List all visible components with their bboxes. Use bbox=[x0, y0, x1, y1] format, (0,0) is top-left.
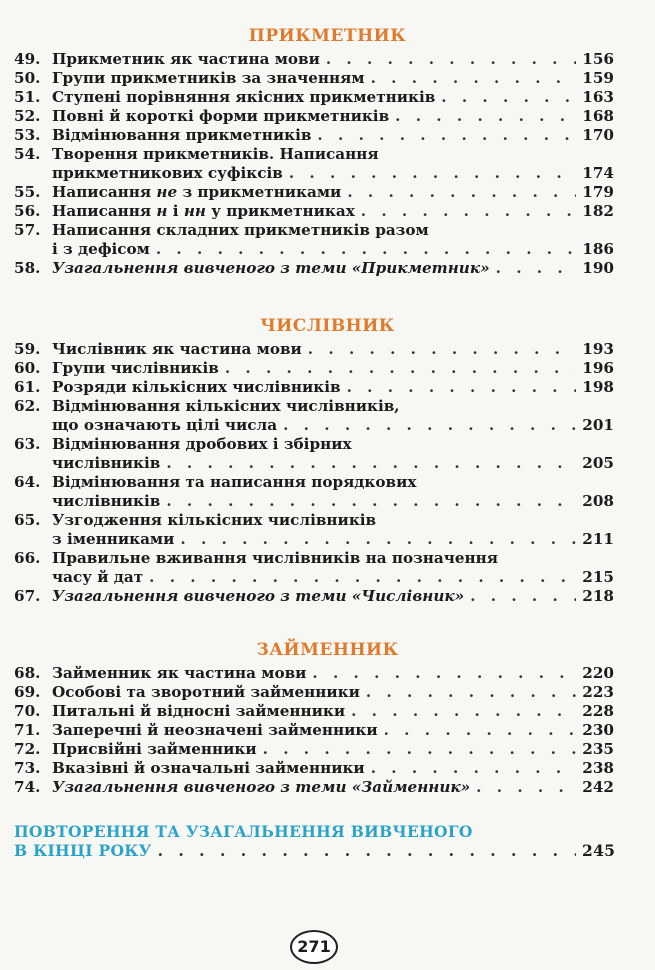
entry-number: 61. bbox=[14, 378, 41, 396]
entry-number: 60. bbox=[14, 359, 41, 377]
entry-number: 55. bbox=[14, 183, 41, 201]
toc-list-adjective bbox=[14, 50, 614, 278]
entry-number: 57. bbox=[14, 221, 41, 239]
entry-title: Узагальнення вивченого з теми «Займенник» bbox=[52, 778, 471, 796]
entry-number: 66. bbox=[14, 549, 41, 567]
entry-page: 174 bbox=[582, 164, 614, 182]
entry-page: 201 bbox=[582, 416, 614, 434]
entry-title: Узагальнення вивченого з теми «Числівник» bbox=[52, 587, 465, 605]
entry-number: 73. bbox=[14, 759, 41, 777]
entry-title: Відмінювання дробових і збірних bbox=[52, 435, 352, 453]
toc-entry[interactable] bbox=[14, 778, 614, 797]
entry-title: Особові та зворотний займенники bbox=[52, 683, 360, 701]
entry-page: 168 bbox=[582, 107, 614, 125]
toc-entry[interactable] bbox=[14, 69, 614, 88]
entry-page: 228 bbox=[582, 702, 614, 720]
entry-number: 67. bbox=[14, 587, 41, 605]
entry-title: Творення прикметників. Написання bbox=[52, 145, 379, 163]
entry-title-cont: прикметникових суфіксів bbox=[52, 164, 283, 182]
entry-number: 49. bbox=[14, 50, 41, 68]
entry-number: 74. bbox=[14, 778, 41, 796]
entry-page: 156 bbox=[582, 50, 614, 68]
entry-page: 242 bbox=[582, 778, 614, 796]
entry-number: 51. bbox=[14, 88, 41, 106]
entry-number: 53. bbox=[14, 126, 41, 144]
entry-number: 69. bbox=[14, 683, 41, 701]
entry-page: 190 bbox=[582, 259, 614, 277]
entry-page: 220 bbox=[582, 664, 614, 682]
section-title-pronoun: ЗАЙМЕННИК bbox=[256, 640, 399, 660]
entry-title-cont: з іменниками bbox=[52, 530, 175, 548]
final-review-entry[interactable] bbox=[14, 822, 614, 860]
entry-number: 56. bbox=[14, 202, 41, 220]
toc-entry[interactable] bbox=[14, 683, 614, 702]
entry-title: Числівник як частина мови bbox=[52, 340, 302, 358]
toc-entry[interactable] bbox=[14, 664, 614, 683]
toc-entry[interactable] bbox=[14, 473, 614, 511]
toc-entry[interactable] bbox=[14, 145, 614, 183]
toc-entry[interactable] bbox=[14, 126, 614, 145]
entry-title: Розряди кількісних числівників bbox=[52, 378, 341, 396]
toc-entry[interactable] bbox=[14, 378, 614, 397]
entry-page: 205 bbox=[582, 454, 614, 472]
entry-page: 179 bbox=[582, 183, 614, 201]
final-review-title: ПОВТОРЕННЯ ТА УЗАГАЛЬНЕННЯ ВИВЧЕНОГО bbox=[14, 822, 473, 841]
entry-number: 59. bbox=[14, 340, 41, 358]
entry-page: 193 bbox=[582, 340, 614, 358]
toc-entry[interactable] bbox=[14, 702, 614, 721]
entry-number: 65. bbox=[14, 511, 41, 529]
entry-title-cont: числівників bbox=[52, 492, 161, 510]
entry-title: Відмінювання прикметників bbox=[52, 126, 312, 144]
toc-list-numeral bbox=[14, 340, 614, 606]
entry-page: 182 bbox=[582, 202, 614, 220]
toc-entry[interactable] bbox=[14, 221, 614, 259]
entry-title: Повні й короткі форми прикметників bbox=[52, 107, 390, 125]
entry-title: Написання складних прикметників разом bbox=[52, 221, 429, 239]
toc-entry[interactable] bbox=[14, 759, 614, 778]
entry-title: Заперечні й неозначені займенники bbox=[52, 721, 378, 739]
entry-number: 62. bbox=[14, 397, 41, 415]
entry-title: Відмінювання та написання порядкових bbox=[52, 473, 417, 491]
entry-page: 223 bbox=[582, 683, 614, 701]
section-title-adjective: ПРИКМЕТНИК bbox=[248, 26, 407, 46]
entry-page: 198 bbox=[582, 378, 614, 396]
entry-number: 70. bbox=[14, 702, 41, 720]
entry-number: 50. bbox=[14, 69, 41, 87]
entry-number: 72. bbox=[14, 740, 41, 758]
entry-number: 68. bbox=[14, 664, 41, 682]
entry-page: 159 bbox=[582, 69, 614, 87]
entry-title: Узагальнення вивченого з теми «Прикметник» bbox=[52, 259, 490, 277]
entry-title: Вказівні й означальні займенники bbox=[52, 759, 365, 777]
entry-title-cont: часу й дат bbox=[52, 568, 144, 586]
entry-page: 238 bbox=[582, 759, 614, 777]
entry-title: Питальні й відносні займенники bbox=[52, 702, 346, 720]
entry-title: Групи прикметників за значенням bbox=[52, 69, 365, 87]
entry-title: Групи числівників bbox=[52, 359, 219, 377]
entry-title: Правильне вживання числівників на позначення bbox=[52, 549, 498, 567]
entry-number: 63. bbox=[14, 435, 41, 453]
entry-title: Ступені порівняння якісних прикметників bbox=[52, 88, 436, 106]
entry-title: Займенник як частина мови bbox=[52, 664, 307, 682]
final-review-title-cont: В КІНЦІ РОКУ bbox=[14, 841, 152, 860]
toc-entry[interactable] bbox=[14, 259, 614, 278]
entry-title: Узгодження кількісних числівників bbox=[52, 511, 377, 529]
toc-entry[interactable] bbox=[14, 397, 614, 435]
toc-entry[interactable] bbox=[14, 340, 614, 359]
entry-number: 71. bbox=[14, 721, 41, 739]
entry-title-cont: числівників bbox=[52, 454, 161, 472]
entry-title: Прикметник як частина мови bbox=[52, 50, 320, 68]
entry-title-cont: і з дефісом bbox=[52, 240, 150, 258]
entry-number: 58. bbox=[14, 259, 41, 277]
entry-page: 230 bbox=[582, 721, 614, 739]
toc-entry[interactable] bbox=[14, 549, 614, 587]
entry-page: 218 bbox=[582, 587, 614, 605]
entry-number: 54. bbox=[14, 145, 41, 163]
entry-title: Написання н і нн у прикметниках bbox=[52, 202, 355, 220]
entry-page: 186 bbox=[582, 240, 614, 258]
entry-title: Відмінювання кількісних числівників, bbox=[52, 397, 400, 415]
entry-page: 211 bbox=[582, 530, 614, 548]
section-title-numeral: ЧИСЛІВНИК bbox=[260, 316, 395, 336]
toc-entry[interactable] bbox=[14, 202, 614, 221]
page-number-badge: 271 bbox=[290, 930, 338, 964]
toc-entry[interactable] bbox=[14, 183, 614, 202]
toc-entry[interactable] bbox=[14, 587, 614, 606]
entry-page: 196 bbox=[582, 359, 614, 377]
toc-entry[interactable] bbox=[14, 88, 614, 107]
entry-page: 215 bbox=[582, 568, 614, 586]
toc-entry[interactable] bbox=[14, 359, 614, 378]
entry-number: 52. bbox=[14, 107, 41, 125]
toc-entry[interactable] bbox=[14, 511, 614, 549]
entry-page: 208 bbox=[582, 492, 614, 510]
toc-entry[interactable] bbox=[14, 50, 614, 69]
final-review-page: 245 bbox=[582, 841, 616, 860]
entry-page: 235 bbox=[582, 740, 614, 758]
toc-entry[interactable] bbox=[14, 721, 614, 740]
entry-number: 64. bbox=[14, 473, 41, 491]
entry-title-cont: що означають цілі числа bbox=[52, 416, 278, 434]
entry-title: Написання не з прикметниками bbox=[52, 183, 342, 201]
toc-entry[interactable] bbox=[14, 740, 614, 759]
toc-list-pronoun bbox=[14, 664, 614, 797]
entry-page: 170 bbox=[582, 126, 614, 144]
toc-entry[interactable] bbox=[14, 435, 614, 473]
toc-entry[interactable] bbox=[14, 107, 614, 126]
entry-title: Присвійні займенники bbox=[52, 740, 257, 758]
entry-page: 163 bbox=[582, 88, 614, 106]
